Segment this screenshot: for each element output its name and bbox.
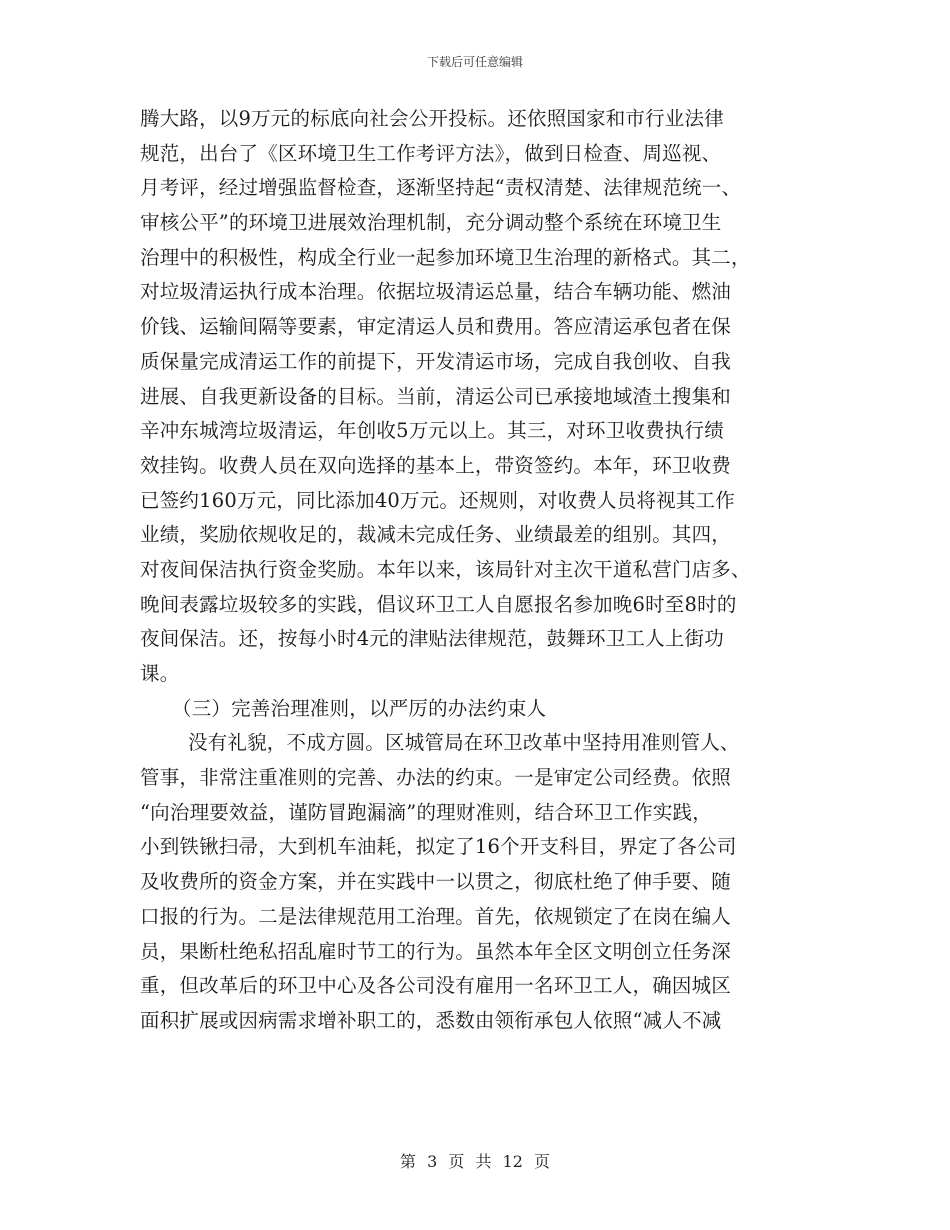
text-line: 已签约160万元，同比添加40万元。还规则，对收费人员将视其工作 <box>140 488 735 512</box>
text-line: 面积扩展或因病需求增补职工的，悉数由领衔承包人依照“减人不减 <box>140 1008 722 1032</box>
text-line: 夜间保洁。还，按每小时4元的津贴法律规范，鼓舞环卫工人上街功 <box>140 627 724 651</box>
text-line: 审核公平”的环境卫进展效治理机制，充分调动整个系统在环境卫生 <box>140 211 722 235</box>
text-line: 效挂钩。收费人员在双向选择的基本上，带资签约。本年，环卫收费 <box>140 453 732 477</box>
text-line: 对夜间保洁执行资金奖励。本年以来，该局针对主次干道私营门店多、 <box>140 557 751 581</box>
text-line: 管事，非常注重准则的完善、办法的约束。一是审定公司经费。依照 <box>140 766 732 790</box>
text-line: 课。 <box>140 662 180 685</box>
text-line: 晚间表露垃圾较多的实践，倡议环卫工人自愿报名参加晚6时至8时的 <box>140 592 737 616</box>
text-line: 进展、自我更新设备的目标。当前，清运公司已承接地域渣土搜集和 <box>140 384 732 408</box>
text-line: 治理中的积极性，构成全行业一起参加环境卫生治理的新格式。其二， <box>140 245 751 269</box>
text-line: 月考评，经过增强监督检查，逐渐坚持起“责权清楚、法律规范统一、 <box>140 176 742 200</box>
text-line: 质保量完成清运工作的前提下，开发清运市场，完成自我创收、自我 <box>140 349 732 373</box>
text-line: 辛冲东城湾垃圾清运，年创收5万元以上。其三，对环卫收费执行绩 <box>140 419 724 443</box>
text-line: 口报的行为。二是法律规范用工治理。首先，依规锁定了在岗在编人 <box>140 904 732 928</box>
text-line: 规范，出台了《区环境卫生工作考评方法》，做到日检查、周巡视、 <box>140 141 722 165</box>
document-body <box>140 102 820 1039</box>
section-subheading: （三）完善治理准则，以严厉的办法约束人 <box>172 696 547 720</box>
page-footer: 第 3 页 共 12 页 <box>400 1152 550 1171</box>
text-line: 小到铁锹扫帚，大到机车油耗，拟定了16个开支科目，界定了各公司 <box>140 835 737 859</box>
text-line: 对垃圾清运执行成本治理。依据垃圾清运总量，结合车辆功能、燃油 <box>140 280 732 304</box>
text-line: 价钱、运输间隔等要素，审定清运人员和费用。答应清运承包者在保 <box>140 315 732 339</box>
text-line: 员，果断杜绝私招乱雇时节工的行为。虽然本年全区文明创立任务深 <box>140 939 732 963</box>
page-header: 下载后可任意编辑 <box>426 55 523 69</box>
text-line: 业绩，奖励依规收足的，裁减未完成任务、业绩最差的组别。其四， <box>140 523 732 547</box>
text-line: 腾大路，以9万元的标底向社会公开投标。还依照国家和市行业法律 <box>140 107 724 130</box>
text-line: “向治理要效益，谨防冒跑漏滴”的理财准则，结合环卫工作实践， <box>140 800 712 824</box>
paragraph-first-line: 没有礼貌，不成方圆。区城管局在环卫改革中坚持用准则管人、 <box>188 731 740 755</box>
text-line: 及收费所的资金方案，并在实践中一以贯之，彻底杜绝了伸手要、随 <box>140 870 732 894</box>
text-line: 重，但改革后的环卫中心及各公司没有雇用一名环卫工人，确因城区 <box>140 974 732 998</box>
